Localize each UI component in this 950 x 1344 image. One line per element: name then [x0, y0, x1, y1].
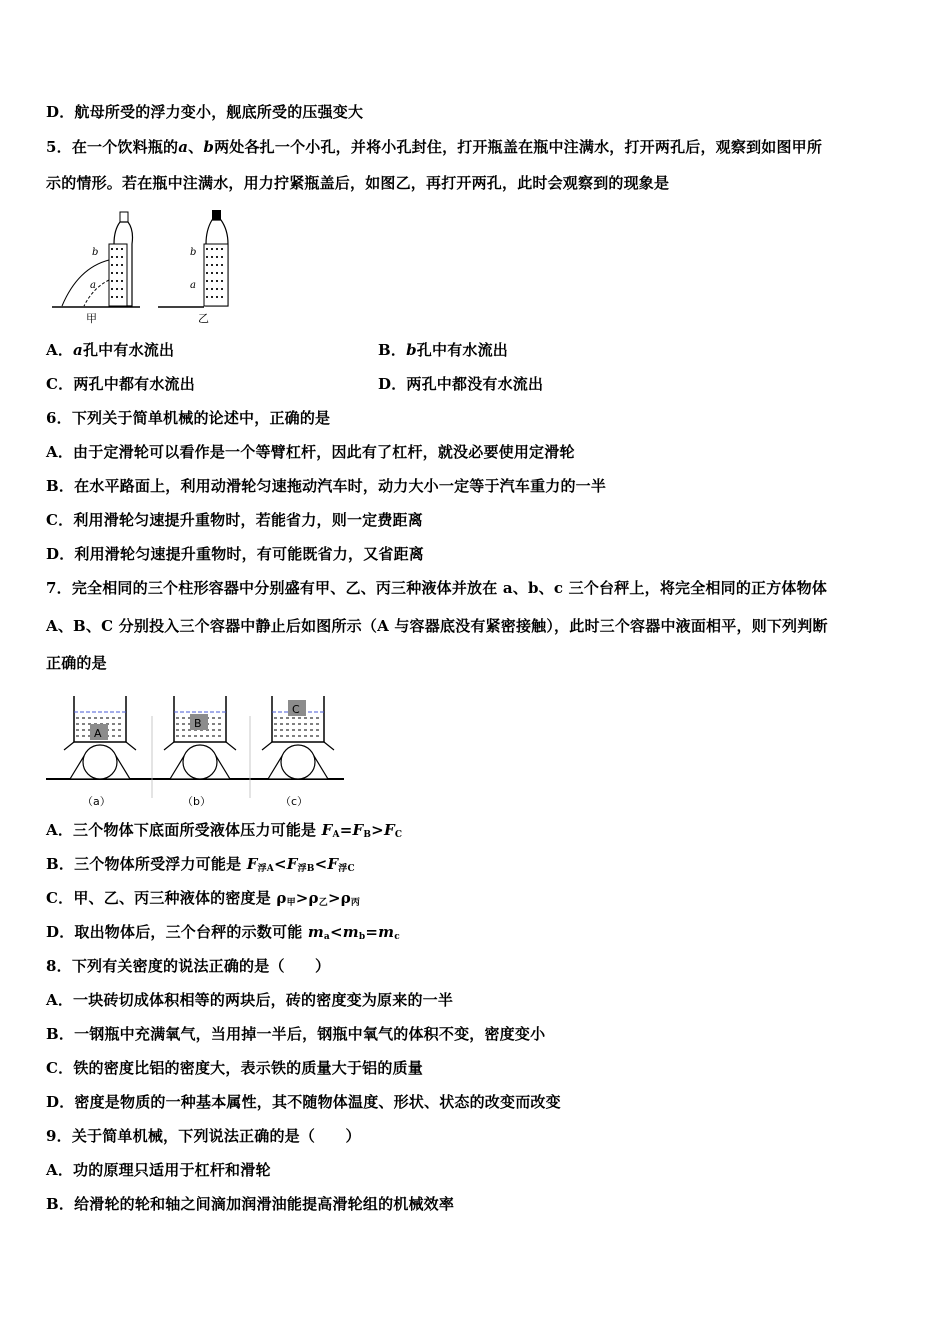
q6-option-b: B．在水平路面上，利用动滑轮匀速拖动汽车时，动力大小一定等于汽车重力的一半 — [46, 477, 607, 495]
q8-option-d: D．密度是物质的一种基本属性，其不随物体温度、形状、状态的改变而改变 — [46, 1093, 561, 1111]
q4-option-d: D．航母所受的浮力变小，舰底所受的压强变大 — [46, 103, 364, 121]
q5-bottle-figure — [48, 208, 248, 328]
caption-a: （a） — [82, 795, 111, 808]
q6-option-a: A．由于定滑轮可以看作是一个等臂杠杆，因此有了杠杆，就没必要使用定滑轮 — [46, 443, 575, 461]
caption-c: （c） — [280, 795, 309, 808]
q9-option-b: B．给滑轮的轮和轴之间滴加润滑油能提高滑轮组的机械效率 — [46, 1195, 455, 1213]
block-b-label: B — [194, 717, 202, 730]
q7-option-c: C．甲、乙、丙三种液体的密度是 $\rho_甲>\rho_乙>\rho_丙$ — [46, 889, 361, 908]
hole-a-label-yi: a — [190, 280, 196, 291]
q5-stem-line1: 5．在一个饮料瓶的a、b两处各扎一个小孔，并将小孔封住，打开瓶盖在瓶中注满水，打开两孔后，观察到如图甲所 — [46, 138, 823, 156]
q5-option-c: C．两孔中都有水流出 — [46, 375, 195, 393]
q7-stem-line2: A、B、C 分别投入三个容器中静止后如图所示（A 与容器底没有紧密接触），此时三个容器中液面相平，则下列判断 — [46, 617, 828, 635]
block-a-label: A — [94, 727, 102, 740]
q8-option-a: A．一块砖切成体积相等的两块后，砖的密度变为原来的一半 — [46, 991, 454, 1009]
q7-option-b: B．三个物体所受浮力可能是 $F_{浮A}<F_{浮B}<F_{浮C}$ — [46, 855, 355, 874]
container-b — [152, 696, 236, 808]
q8-option-b: B．一钢瓶中充满氧气，当用掉一半后，钢瓶中氧气的体积不变，密度变小 — [46, 1025, 546, 1043]
q8-option-c: C．铁的密度比铝的密度大，表示铁的质量大于铝的质量 — [46, 1059, 423, 1077]
label-yi: 乙 — [198, 312, 209, 325]
q7-stem-line1: 7．完全相同的三个柱形容器中分别盛有甲、乙、丙三种液体并放在 a、b、c 三个台秤上，将完全相同的正方体物体 — [46, 579, 828, 597]
hole-b-label-yi: b — [190, 247, 197, 258]
block-c-label: C — [292, 703, 300, 716]
q7-option-a: A．三个物体下底面所受液体压力可能是 $F_A=F_B>F_C$ — [46, 821, 403, 840]
q8-stem: 8．下列有关密度的说法正确的是（ ） — [46, 957, 331, 975]
q6-stem: 6．下列关于简单机械的论述中，正确的是 — [46, 409, 331, 427]
bottle-yi — [158, 210, 228, 325]
q5-option-a: A．a孔中有水流出 — [46, 341, 175, 359]
q9-stem: 9．关于简单机械，下列说法正确的是（ ） — [46, 1127, 361, 1145]
caption-b: （b） — [182, 795, 211, 808]
hole-a-label: a — [90, 280, 96, 291]
q7-stem-line3: 正确的是 — [46, 654, 107, 672]
hole-b-label: b — [92, 247, 99, 258]
q7-option-d: D．取出物体后，三个台秤的示数可能 $m_a<m_b=m_c$ — [46, 923, 400, 942]
label-jia: 甲 — [86, 312, 97, 325]
container-c — [250, 696, 334, 808]
q5-stem-line2: 示的情形。若在瓶中注满水，用力拧紧瓶盖后，如图乙，再打开两孔，此时会观察到的现象是 — [46, 174, 670, 192]
q5-option-d: D．两孔中都没有水流出 — [378, 375, 544, 393]
q7-container-figure — [44, 686, 348, 810]
q5-option-b: B．b孔中有水流出 — [378, 341, 508, 359]
bottle-jia — [52, 212, 140, 325]
q9-option-a: A．功的原理只适用于杠杆和滑轮 — [46, 1161, 271, 1179]
container-a — [64, 696, 136, 808]
q6-option-c: C．利用滑轮匀速提升重物时，若能省力，则一定费距离 — [46, 511, 423, 529]
q6-option-d: D．利用滑轮匀速提升重物时，有可能既省力，又省距离 — [46, 545, 425, 563]
